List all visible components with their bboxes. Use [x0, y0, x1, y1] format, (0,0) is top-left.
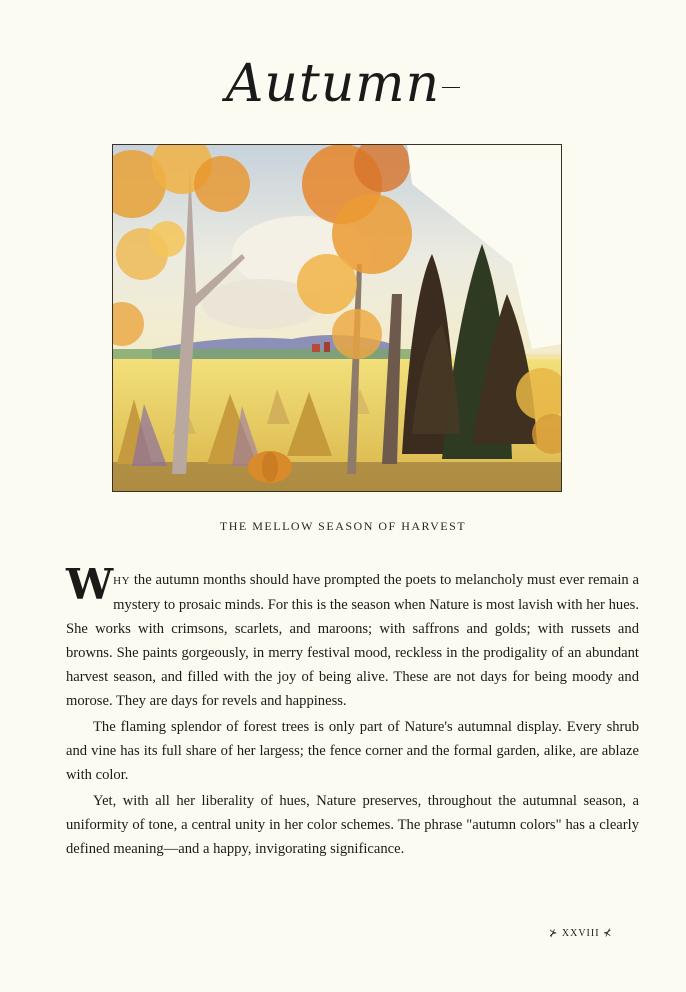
illustration-caption: THE MELLOW SEASON OF HARVEST — [219, 519, 467, 533]
folio-right-ornament: ⊀ — [603, 928, 613, 939]
harvest-illustration — [112, 144, 562, 492]
folio-number: XXVIII — [561, 928, 600, 939]
paragraph-1 — [66, 560, 639, 713]
paragraph-2: The flaming splendor of forest trees is only part of Nature's autumnal display. Every shrub and vine has its full share of her largess; the fence corner and the formal garden, alike, are ablaze with color. — [66, 719, 639, 783]
opening-small-caps: HY — [113, 575, 131, 587]
page-title: Autumn — [0, 54, 686, 114]
paragraph-3: Yet, with all her liberality of hues, Nature preserves, throughout the autumnal season, a uniformity of tone, a central unity in her color schemes. The phrase "autumn colors" has a clearly defined meaning—and a happy, invigorating significance. — [66, 793, 639, 857]
harvest-painting-svg — [112, 144, 562, 492]
paragraph-1-text: the autumn months should have prompted the poets to melancholy must ever remain a mystery to prosaic minds. For this is the season when Nature is most lavish with her hues. She works with crimsons, scarlets, and maroons; with saffrons and golds; with russets and browns. She paints gorgeously, in merry festival mood, reckless in the prodigality of an abundant harvest season, and filled with the joy of being alive. These are not days for being moody and morose. They are days for revels and happiness. — [66, 572, 639, 709]
page-number — [549, 928, 612, 939]
drop-cap: W — [66, 560, 113, 609]
body-text — [66, 560, 639, 863]
folio-left-ornament: ⊁ — [549, 928, 559, 939]
